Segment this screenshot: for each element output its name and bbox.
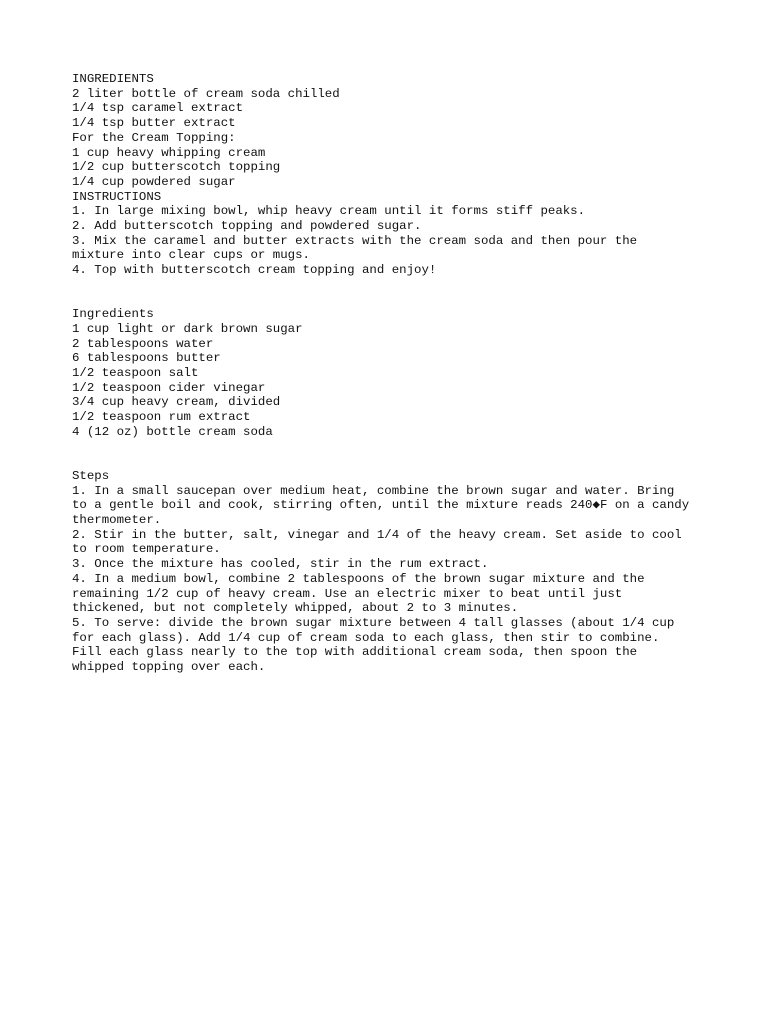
document-page [72,72,712,675]
ingredient-line: 1/4 tsp butter extract [72,116,236,131]
recipe-2-steps-section [72,469,712,675]
recipe-1-section [72,72,712,278]
instructions-heading: INSTRUCTIONS [72,189,162,204]
step-line: thermometer. [72,513,162,528]
ingredient-line: 1/2 teaspoon salt [72,366,199,381]
instruction-line: 2. Add butterscotch topping and powdered sugar. [72,219,422,234]
ingredient-line: 2 liter bottle of cream soda chilled [72,86,340,101]
topping-heading: For the Cream Topping: [72,130,236,145]
ingredient-line: 1/2 teaspoon cider vinegar [72,380,266,395]
instruction-line: 1. In large mixing bowl, whip heavy cream until it forms stiff peaks. [72,204,586,219]
ingredients-heading: Ingredients [72,307,154,322]
topping-line: 1/2 cup butterscotch topping [72,160,281,175]
section-gap [72,440,712,469]
step-line: whipped topping over each. [72,660,266,675]
step-line: 5. To serve: divide the brown sugar mixture between 4 tall glasses (about 1/4 cup [72,615,675,630]
section-gap [72,278,712,307]
topping-line: 1/4 cup powdered sugar [72,174,236,189]
step-line: to a gentle boil and cook, stirring often, until the mixture reads 240◆F on a candy [72,498,690,513]
ingredients-heading: INGREDIENTS [72,72,154,86]
steps-heading: Steps [72,468,110,483]
topping-line: 1 cup heavy whipping cream [72,145,266,160]
step-line: Fill each glass nearly to the top with additional cream soda, then spoon the [72,645,638,660]
instruction-line: 3. Mix the caramel and butter extracts with the cream soda and then pour the [72,233,638,248]
step-line: remaining 1/2 cup of heavy cream. Use an electric mixer to beat until just [72,586,623,601]
step-line: 3. Once the mixture has cooled, stir in the rum extract. [72,557,489,572]
ingredient-line: 6 tablespoons butter [72,351,221,366]
ingredient-line: 3/4 cup heavy cream, divided [72,395,281,410]
ingredient-line: 4 (12 oz) bottle cream soda [72,424,273,439]
instruction-line: mixture into clear cups or mugs. [72,248,310,263]
ingredient-line: 1 cup light or dark brown sugar [72,321,303,336]
instruction-line: 4. Top with butterscotch cream topping and enjoy! [72,263,437,278]
ingredient-line: 1/4 tsp caramel extract [72,101,244,116]
ingredient-line: 1/2 teaspoon rum extract [72,410,251,425]
step-line: thickened, but not completely whipped, about 2 to 3 minutes. [72,601,519,616]
ingredient-line: 2 tablespoons water [72,336,214,351]
step-line: 2. Stir in the butter, salt, vinegar and 1/4 of the heavy cream. Set aside to cool [72,527,682,542]
step-line: for each glass). Add 1/4 cup of cream soda to each glass, then stir to combine. [72,630,660,645]
step-line: 1. In a small saucepan over medium heat, combine the brown sugar and water. Bring [72,483,675,498]
step-line: 4. In a medium bowl, combine 2 tablespoons of the brown sugar mixture and the [72,571,645,586]
step-line: to room temperature. [72,542,221,557]
recipe-2-ingredients-section [72,307,712,439]
